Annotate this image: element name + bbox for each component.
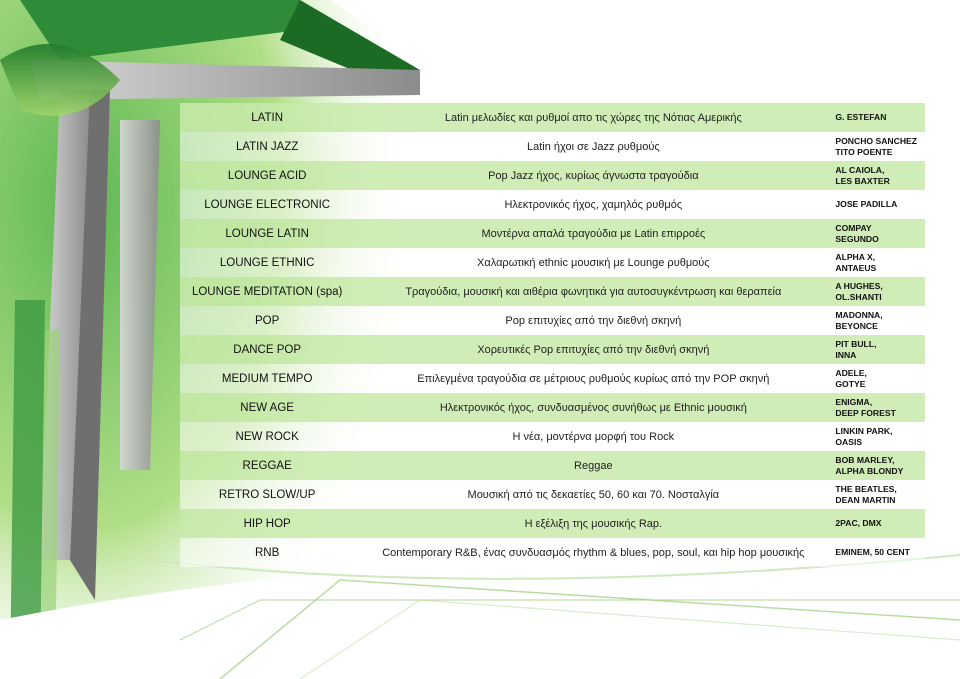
artists-cell: LINKIN PARK, OASIS [835,425,893,447]
genre-cell: LOUNGE ETHNIC [219,256,315,269]
table-row [180,335,925,364]
table-row [180,393,925,422]
artists-cell: G. ESTEFAN [835,112,887,122]
table-row [180,538,925,567]
artists-cell: ENIGMA, DEEP FOREST [835,396,896,418]
description-cell: Contemporary R&B, ένας συνδυασμός rhythm & blues, pop, soul, και hip hop μουσικής [382,546,805,559]
description-cell: Τραγούδια, μουσική και αιθέρια φωνητικά για αυτοσυγκέντρωση και θεραπεία [405,285,782,298]
genre-cell: LOUNGE ACID [227,169,307,182]
artists-cell: JOSE PADILLA [835,199,898,209]
table-row [180,306,925,335]
table-row [180,103,925,132]
description-cell: Μουσική από τις δεκαετίες 50, 60 και 70. Νοσταλγία [467,488,720,501]
description-cell: Ηλεκτρονικός ήχος, χαμηλός ρυθμός [504,198,683,211]
table-row [180,248,925,277]
genre-cell: LOUNGE ELECTRONIC [204,198,331,211]
table-row [180,422,925,451]
table-row [180,277,925,306]
genre-cell: LATIN JAZZ [235,140,299,153]
artists-cell: COMPAY SEGUNDO [835,222,879,244]
table-row [180,161,925,190]
description-cell: Χαλαρωτική ethnic μουσική με Lounge ρυθμούς [477,256,710,269]
genre-cell: LOUNGE MEDITATION (spa) [191,285,343,298]
table-row [180,132,925,161]
artists-cell: ADELE, GOTYE [835,367,867,389]
artists-cell: A HUGHES, OL.SHANTI [835,280,883,302]
genre-cell: MEDIUM TEMPO [221,372,313,385]
artists-cell: PIT BULL, INNA [835,338,877,360]
description-cell: Pop Jazz ήχος, κυρίως άγνωστα τραγούδια [488,169,699,182]
description-cell: Η εξέλιξη της μουσικής Rap. [524,517,663,530]
genre-cell: HIP HOP [243,517,291,530]
description-cell: Χορευτικές Pop επιτυχίες από την διεθνή σκηνή [477,343,710,356]
artists-cell: AL CAIOLA, LES BAXTER [835,164,890,186]
genre-table [180,103,925,567]
genre-cell: DANCE POP [233,343,302,356]
genre-cell: RNB [255,546,280,559]
genre-cell: REGGAE [242,459,292,472]
table-row [180,480,925,509]
description-cell: Επιλεγμένα τραγούδια σε μέτριους ρυθμούς κυρίως από την POP σκηνή [417,372,770,385]
table-row [180,190,925,219]
artists-cell: PONCHO SANCHEZ TITO POENTE [835,135,918,157]
table-row [180,219,925,248]
description-cell: Latin μελωδίες και ρυθμοί απο τις χώρες της Νότιας Αμερικής [444,111,742,124]
table-row [180,509,925,538]
genre-cell: LATIN [251,111,284,124]
artists-cell: EMINEM, 50 CENT [835,547,910,557]
description-cell: Pop επιτυχίες από την διεθνή σκηνή [505,314,682,327]
table-row [180,451,925,480]
genre-cell: LOUNGE LATIN [225,227,309,240]
artists-cell: 2PAC, DMX [835,518,882,528]
artists-cell: MADONNA, BEYONCE [835,309,883,331]
table-row [180,364,925,393]
genre-cell: NEW AGE [240,401,294,414]
genre-cell: POP [255,314,280,327]
artists-cell: BOB MARLEY, ALPHA BLONDY [835,454,904,476]
artists-cell: THE BEATLES, DEAN MARTIN [835,483,897,505]
description-cell: Latin ήχοι σε Jazz ρυθμούς [526,140,660,153]
description-cell: Ηλεκτρονικός ήχος, συνδυασμένος συνήθως με Ethnic μουσική [439,401,747,414]
description-cell: Μοντέρνα απαλά τραγούδια με Latin επιρροές [481,227,706,240]
genre-cell: NEW ROCK [235,430,299,443]
description-cell: Η νέα, μοντέρνα μορφή του Rock [512,430,675,443]
description-cell: Reggae [574,459,613,472]
artists-cell: ALPHA X, ANTAEUS [835,251,877,273]
genre-cell: RETRO SLOW/UP [218,488,316,501]
